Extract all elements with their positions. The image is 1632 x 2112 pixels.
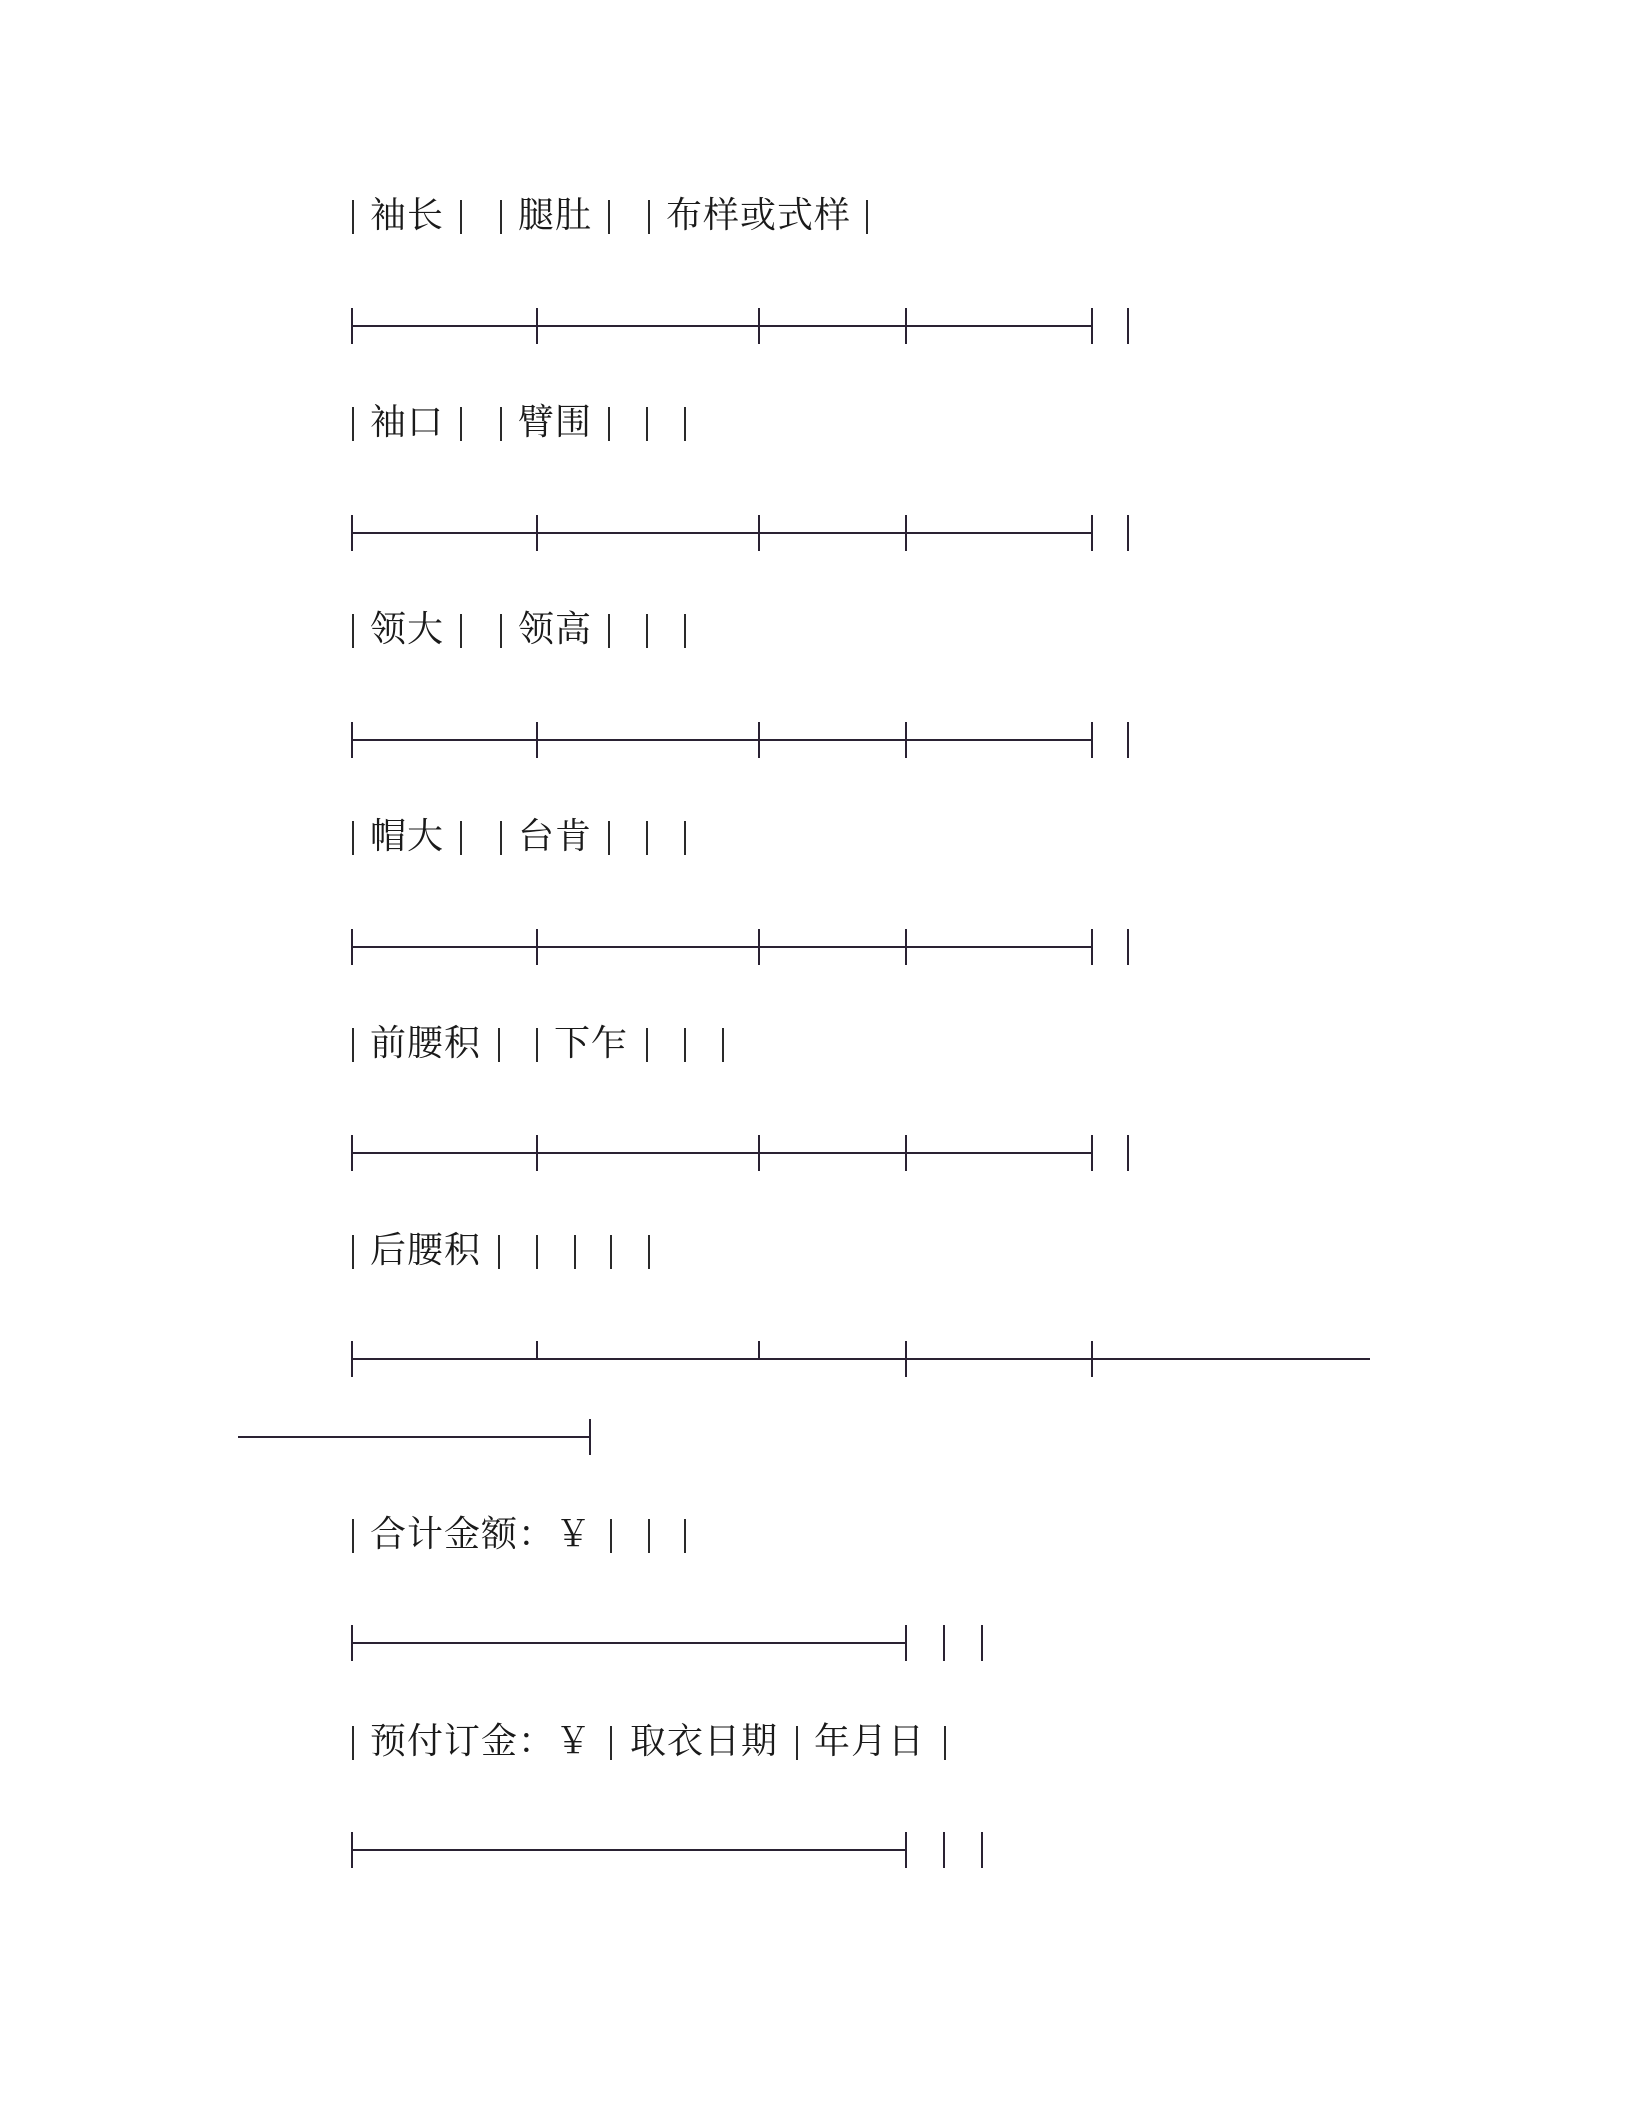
label-year-month-day: 年月日	[814, 1721, 926, 1762]
label-hat-size: 帽大	[370, 816, 445, 857]
label-pickup-date: 取衣日期	[630, 1721, 779, 1762]
cell-border	[796, 1726, 798, 1760]
form-row-front-waist	[0, 1014, 1632, 1074]
label-sleeve-length: 袖长	[370, 195, 445, 236]
cell-border	[646, 407, 648, 441]
form-row-deposit	[0, 1712, 1632, 1772]
cell-border	[500, 200, 502, 234]
label-calf: 腿肚	[518, 195, 593, 236]
label-arm-circumference: 臂围	[518, 402, 593, 443]
label-taiken: 台肯	[518, 816, 593, 857]
cell-border	[460, 407, 462, 441]
cell-border	[500, 614, 502, 648]
table-rule	[352, 308, 1128, 344]
cell-border	[944, 1726, 946, 1760]
cell-border	[610, 1726, 612, 1760]
cell-border	[498, 1028, 500, 1062]
cell-border	[536, 1235, 538, 1269]
cell-border	[610, 1519, 612, 1553]
cell-border	[648, 1235, 650, 1269]
form-row-hat-size	[0, 807, 1632, 867]
cell-border	[460, 200, 462, 234]
table-rule-wrapped	[238, 1341, 1370, 1455]
cell-border	[352, 1235, 354, 1269]
cell-border	[646, 614, 648, 648]
cell-border	[352, 200, 354, 234]
cell-border	[498, 1235, 500, 1269]
label-back-waist: 后腰积	[370, 1230, 482, 1271]
label-collar-size: 领大	[370, 609, 445, 650]
table-rule	[352, 1625, 982, 1661]
cell-border	[866, 200, 868, 234]
cell-border	[684, 407, 686, 441]
cell-border	[648, 1519, 650, 1553]
form-row-back-waist	[0, 1221, 1632, 1281]
table-rule	[352, 722, 1128, 758]
cell-border	[646, 821, 648, 855]
label-cuff: 袖口	[370, 402, 445, 443]
cell-border	[646, 1028, 648, 1062]
cell-border	[352, 1519, 354, 1553]
cell-border	[352, 407, 354, 441]
table-rule	[352, 929, 1128, 965]
cell-border	[608, 821, 610, 855]
label-collar-height: 领高	[518, 609, 593, 650]
label-front-waist: 前腰积	[370, 1023, 482, 1064]
cell-border	[684, 614, 686, 648]
form-row-collar-size	[0, 600, 1632, 660]
cell-border	[352, 1028, 354, 1062]
cell-border	[460, 821, 462, 855]
cell-border	[684, 1519, 686, 1553]
cell-border	[352, 821, 354, 855]
cell-border	[352, 614, 354, 648]
label-fabric-or-style: 布样或式样	[666, 195, 852, 236]
cell-border	[722, 1028, 724, 1062]
cell-border	[460, 614, 462, 648]
form-row-cuff	[0, 393, 1632, 453]
label-total-amount: 合计金额：￥	[370, 1514, 593, 1555]
form-row-total-amount	[0, 1505, 1632, 1565]
table-rule	[352, 1832, 982, 1868]
cell-border	[608, 407, 610, 441]
form-row-sleeve-length	[0, 186, 1632, 246]
cell-border	[500, 407, 502, 441]
cell-border	[536, 1028, 538, 1062]
cell-border	[352, 1726, 354, 1760]
cell-border	[574, 1235, 576, 1269]
cell-border	[684, 1028, 686, 1062]
cell-border	[608, 614, 610, 648]
table-rule	[352, 1135, 1128, 1171]
cell-border	[500, 821, 502, 855]
cell-border	[608, 200, 610, 234]
label-deposit: 预付订金：￥	[370, 1721, 593, 1762]
cell-border	[684, 821, 686, 855]
label-xiazha: 下乍	[554, 1023, 629, 1064]
table-rule	[352, 515, 1128, 551]
cell-border	[610, 1235, 612, 1269]
cell-border	[648, 200, 650, 234]
